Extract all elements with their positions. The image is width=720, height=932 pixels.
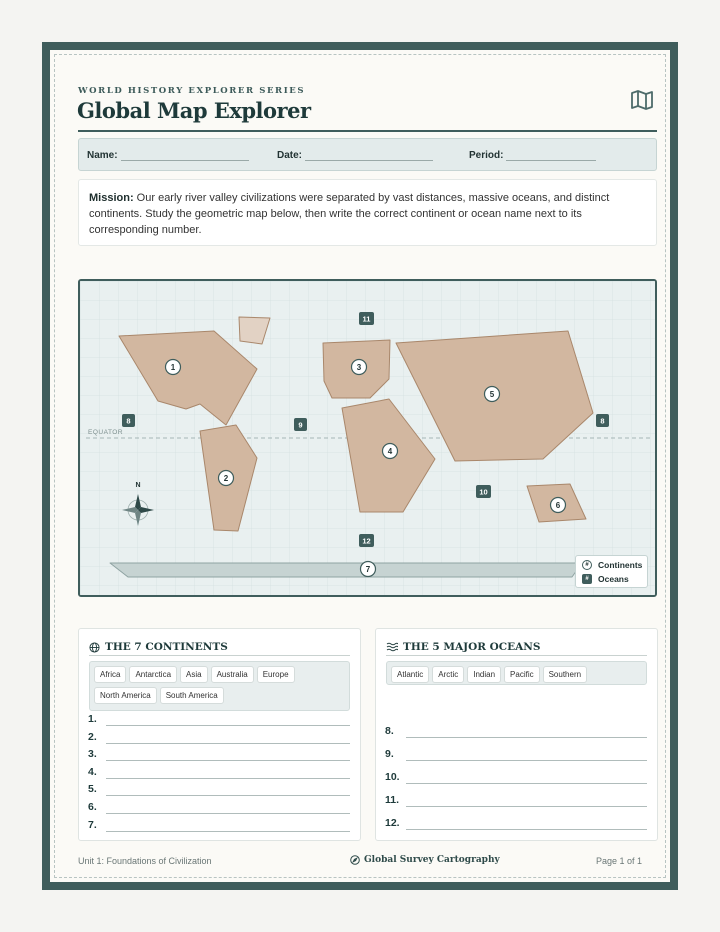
- oceans-title-text: THE 5 MAJOR OCEANS: [403, 641, 541, 653]
- continent-shape-7: [110, 563, 582, 577]
- ocean-marker-12: 12: [362, 536, 371, 546]
- series-label: WORLD HISTORY EXPLORER SERIES: [78, 86, 306, 96]
- answer-number-7: 7.: [88, 819, 97, 831]
- worksheet-paper: [50, 50, 670, 882]
- equator-label: EQUATOR: [88, 429, 124, 436]
- title-rule: [78, 130, 657, 132]
- oceans-panel-title: [386, 639, 647, 656]
- answer-line-11[interactable]: [406, 806, 647, 807]
- legend-ocean-swatch: #: [582, 574, 592, 584]
- answer-number-3: 3.: [88, 748, 97, 760]
- date-line[interactable]: [305, 152, 433, 161]
- word-chip: Arctic: [432, 666, 464, 683]
- compass-north-label: N: [135, 482, 141, 489]
- word-chip: Africa: [94, 666, 126, 683]
- period-label: Period:: [469, 150, 504, 161]
- student-info-bar: [78, 138, 657, 171]
- answer-number-1: 1.: [88, 713, 97, 725]
- word-chip: South America: [160, 687, 224, 704]
- name-line[interactable]: [121, 152, 249, 161]
- compass-icon: [350, 855, 360, 865]
- answer-number-10: 10.: [385, 771, 400, 783]
- date-label: Date:: [277, 150, 303, 161]
- answer-line-9[interactable]: [406, 760, 647, 761]
- oceans-word-bank: [386, 661, 647, 685]
- mission-box: [78, 179, 657, 246]
- continents-word-bank: [89, 661, 350, 711]
- mission-label: Mission:: [89, 192, 134, 204]
- answer-number-12: 12.: [385, 817, 400, 829]
- map-canvas: [80, 281, 655, 595]
- continent-marker-4: 4: [387, 447, 393, 456]
- page-title: Global Map Explorer: [77, 98, 311, 123]
- continent-marker-3: 3: [356, 363, 362, 372]
- continents-title-text: THE 7 CONTINENTS: [105, 641, 228, 653]
- answer-line-5[interactable]: [106, 795, 350, 796]
- legend-continents: [582, 560, 642, 570]
- name-label: Name:: [87, 150, 118, 161]
- footer-brand: [350, 855, 500, 865]
- continent-marker-2: 2: [223, 474, 229, 483]
- period-line[interactable]: [506, 152, 596, 161]
- answer-number-6: 6.: [88, 801, 97, 813]
- footer-brand-text: Global Survey Cartography: [364, 855, 500, 865]
- name-field[interactable]: [87, 150, 249, 161]
- footer-unit: Unit 1: Foundations of Civilization: [78, 856, 212, 866]
- word-chip: Asia: [180, 666, 208, 683]
- answer-line-1[interactable]: [106, 725, 350, 726]
- date-field[interactable]: [277, 150, 433, 161]
- continent-marker-7: 7: [365, 565, 371, 574]
- legend-oceans: [582, 574, 629, 584]
- ocean-marker-10: 10: [479, 487, 488, 497]
- answer-number-2: 2.: [88, 731, 97, 743]
- worksheet-frame: [42, 42, 678, 890]
- word-chip: Pacific: [504, 666, 540, 683]
- word-chip: Europe: [257, 666, 295, 683]
- legend-continent-swatch: #: [582, 560, 592, 570]
- answer-line-8[interactable]: [406, 737, 647, 738]
- waves-icon: [386, 642, 398, 652]
- ocean-marker-11: 11: [362, 314, 371, 324]
- answer-line-4[interactable]: [106, 778, 350, 779]
- map-legend: [575, 555, 648, 588]
- footer-page: Page 1 of 1: [595, 856, 642, 866]
- ocean-marker-8-west: 8: [126, 416, 131, 426]
- word-chip: Indian: [467, 666, 501, 683]
- answer-line-7[interactable]: [106, 831, 350, 832]
- answer-line-2[interactable]: [106, 743, 350, 744]
- word-chip: Southern: [543, 666, 587, 683]
- answer-number-5: 5.: [88, 783, 97, 795]
- legend-continents-label: Continents: [598, 560, 643, 570]
- period-field[interactable]: [469, 150, 596, 161]
- word-chip: Antarctica: [129, 666, 177, 683]
- continent-marker-1: 1: [170, 363, 176, 372]
- ocean-marker-8-east: 8: [600, 416, 605, 426]
- answer-line-10[interactable]: [406, 783, 647, 784]
- word-chip: Atlantic: [391, 666, 429, 683]
- answer-number-9: 9.: [385, 748, 394, 760]
- word-chip: North America: [94, 687, 157, 704]
- ocean-marker-9: 9: [298, 420, 303, 430]
- map-icon: [630, 88, 654, 112]
- mission-text: Our early river valley civilizations were separated by vast distances, massive oceans, and distinct continents. Study the geometric map below, then write the correct continent or ocean name next to its corresponding number.: [89, 192, 610, 236]
- answer-number-11: 11.: [385, 794, 400, 806]
- answer-line-12[interactable]: [406, 829, 647, 830]
- word-chip: Australia: [211, 666, 254, 683]
- world-map: [78, 279, 657, 597]
- legend-oceans-label: Oceans: [598, 574, 629, 584]
- answer-number-8: 8.: [385, 725, 394, 737]
- oceans-panel: [375, 628, 658, 841]
- continents-panel-title: [89, 639, 350, 656]
- continents-panel: [78, 628, 361, 841]
- globe-icon: [89, 642, 100, 653]
- continent-marker-6: 6: [555, 501, 561, 510]
- answer-line-6[interactable]: [106, 813, 350, 814]
- continent-marker-5: 5: [489, 390, 495, 399]
- answer-line-3[interactable]: [106, 760, 350, 761]
- answer-number-4: 4.: [88, 766, 97, 778]
